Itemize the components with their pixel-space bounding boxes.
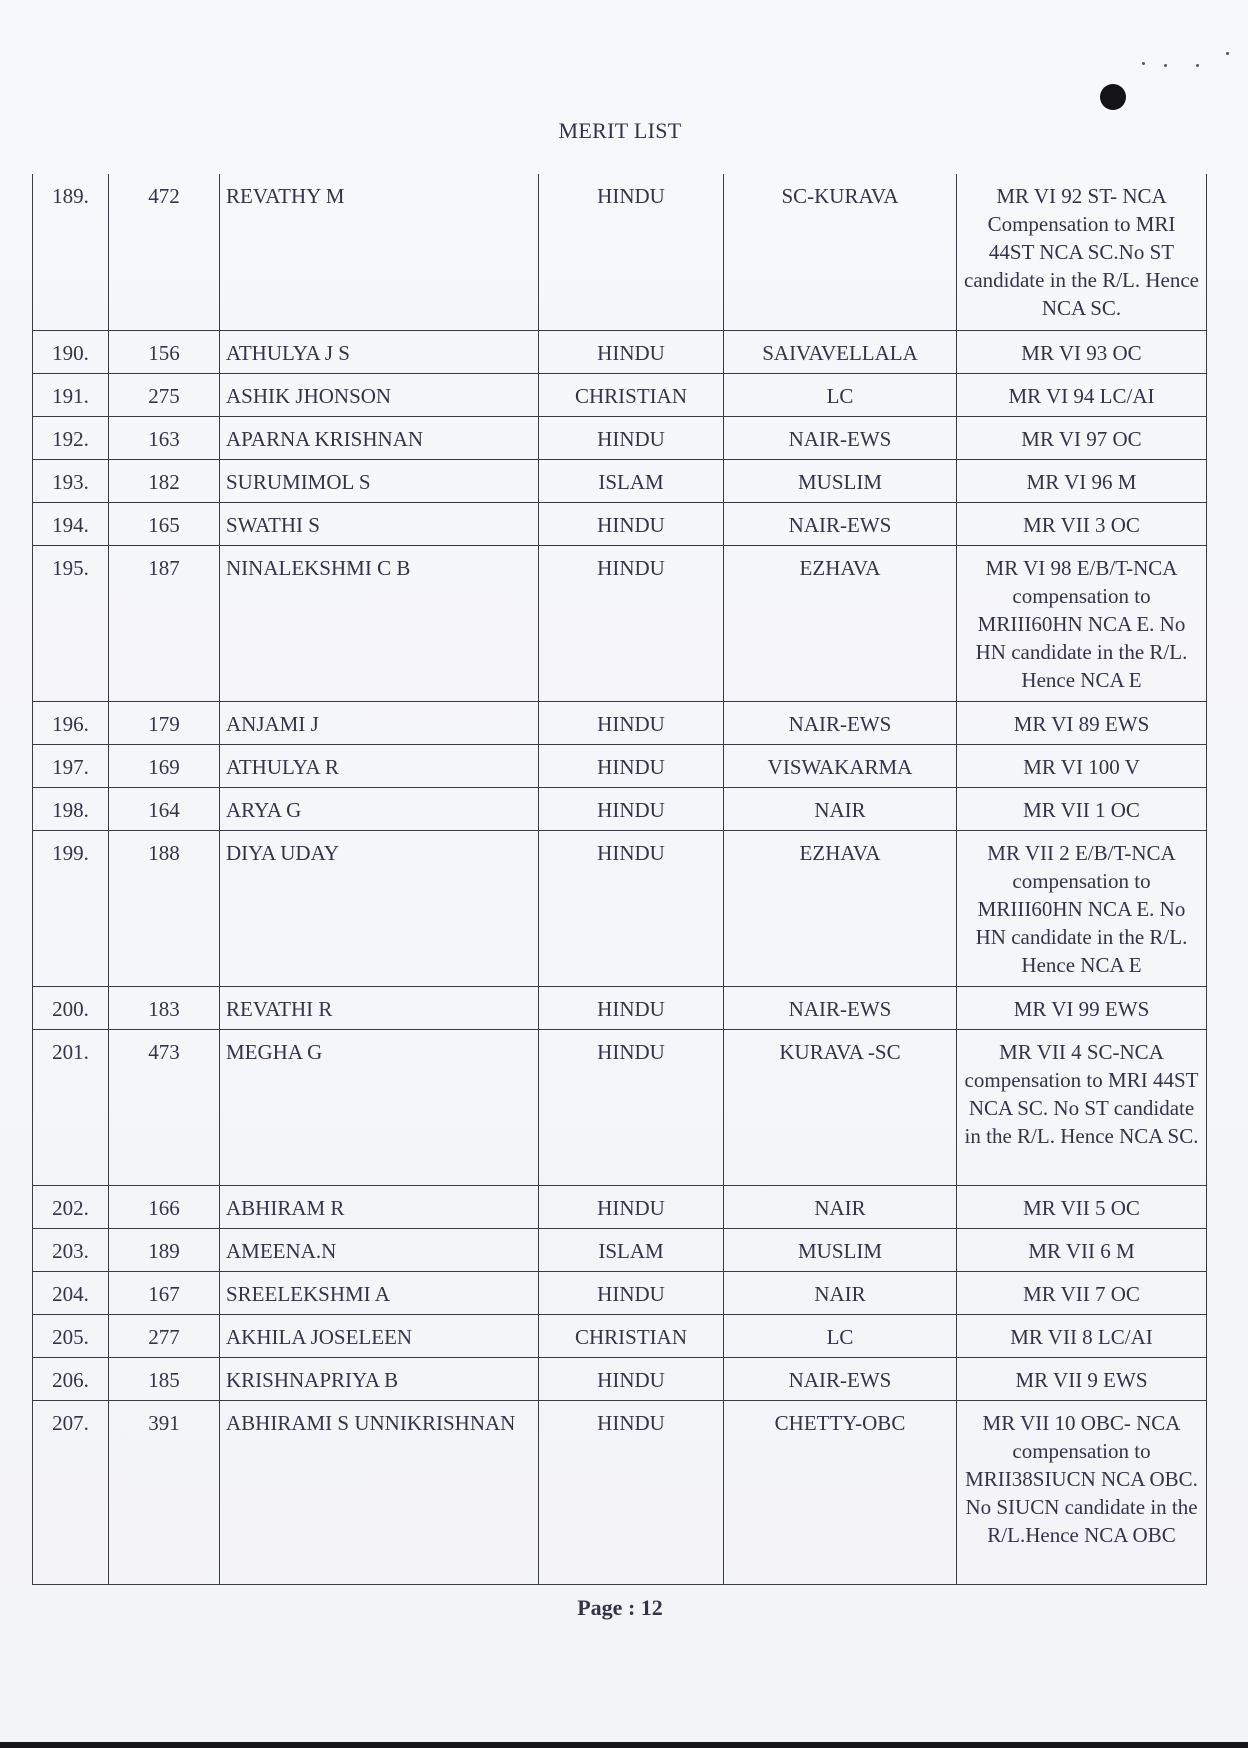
row-religion: HINDU — [539, 1400, 724, 1584]
row-candidate-name: NINALEKSHMI C B — [220, 545, 539, 701]
row-remarks: MR VI 92 ST- NCA Compensation to MRI 44ST NCA SC.No ST candidate in the R/L. Hence NCA SC. — [957, 174, 1207, 330]
row-application-number: 472 — [109, 174, 220, 330]
row-application-number: 169 — [109, 744, 220, 787]
scan-speck — [1226, 52, 1229, 55]
row-application-number: 188 — [109, 830, 220, 986]
row-sl-number: 196. — [33, 701, 109, 744]
table-row — [33, 787, 1207, 830]
row-application-number: 165 — [109, 502, 220, 545]
row-category: NAIR — [724, 787, 957, 830]
table-row — [33, 330, 1207, 373]
row-religion: HINDU — [539, 787, 724, 830]
row-remarks: MR VII 9 EWS — [957, 1357, 1207, 1400]
row-sl-number: 194. — [33, 502, 109, 545]
row-application-number: 185 — [109, 1357, 220, 1400]
row-remarks: MR VI 100 V — [957, 744, 1207, 787]
row-category: SAIVAVELLALA — [724, 330, 957, 373]
scan-speck — [1196, 64, 1199, 67]
row-religion: HINDU — [539, 744, 724, 787]
row-remarks: MR VII 2 E/B/T-NCA compensation to MRIII60HN NCA E. No HN candidate in the R/L. Hence NCA E — [957, 830, 1207, 986]
table-row — [33, 1185, 1207, 1228]
table-row — [33, 545, 1207, 701]
row-candidate-name: ABHIRAMI S UNNIKRISHNAN — [220, 1400, 539, 1584]
row-religion: CHRISTIAN — [539, 1314, 724, 1357]
row-application-number: 182 — [109, 459, 220, 502]
row-religion: HINDU — [539, 986, 724, 1029]
row-category: MUSLIM — [724, 459, 957, 502]
table-row — [33, 1357, 1207, 1400]
table-row — [33, 416, 1207, 459]
row-category: EZHAVA — [724, 830, 957, 986]
row-category: MUSLIM — [724, 1228, 957, 1271]
row-candidate-name: ATHULYA R — [220, 744, 539, 787]
row-candidate-name: APARNA KRISHNAN — [220, 416, 539, 459]
row-sl-number: 197. — [33, 744, 109, 787]
row-remarks: MR VI 94 LC/AI — [957, 373, 1207, 416]
row-candidate-name: ASHIK JHONSON — [220, 373, 539, 416]
row-candidate-name: MEGHA G — [220, 1029, 539, 1185]
row-religion: HINDU — [539, 1185, 724, 1228]
row-remarks: MR VI 89 EWS — [957, 701, 1207, 744]
row-religion: HINDU — [539, 1357, 724, 1400]
row-application-number: 275 — [109, 373, 220, 416]
row-religion: HINDU — [539, 174, 724, 330]
row-religion: HINDU — [539, 830, 724, 986]
merit-list-table — [32, 174, 1207, 1585]
table-row — [33, 744, 1207, 787]
row-category: NAIR-EWS — [724, 416, 957, 459]
row-category: SC-KURAVA — [724, 174, 957, 330]
row-sl-number: 190. — [33, 330, 109, 373]
table-row — [33, 830, 1207, 986]
row-application-number: 164 — [109, 787, 220, 830]
row-sl-number: 189. — [33, 174, 109, 330]
row-application-number: 187 — [109, 545, 220, 701]
row-religion: HINDU — [539, 701, 724, 744]
table-row — [33, 701, 1207, 744]
table-row — [33, 1029, 1207, 1185]
row-remarks: MR VI 98 E/B/T-NCA compensation to MRIII60HN NCA E. No HN candidate in the R/L. Hence NCA E — [957, 545, 1207, 701]
row-category: LC — [724, 373, 957, 416]
row-category: VISWAKARMA — [724, 744, 957, 787]
row-remarks: MR VII 1 OC — [957, 787, 1207, 830]
row-remarks: MR VII 3 OC — [957, 502, 1207, 545]
row-candidate-name: SWATHI S — [220, 502, 539, 545]
row-sl-number: 201. — [33, 1029, 109, 1185]
row-application-number: 179 — [109, 701, 220, 744]
row-application-number: 183 — [109, 986, 220, 1029]
row-sl-number: 195. — [33, 545, 109, 701]
punch-hole-mark — [1100, 84, 1126, 110]
row-sl-number: 193. — [33, 459, 109, 502]
scan-speck — [1164, 64, 1167, 67]
table-row — [33, 1228, 1207, 1271]
table-row — [33, 986, 1207, 1029]
row-application-number: 167 — [109, 1271, 220, 1314]
row-category: CHETTY-OBC — [724, 1400, 957, 1584]
row-religion: ISLAM — [539, 1228, 724, 1271]
row-candidate-name: ABHIRAM R — [220, 1185, 539, 1228]
row-remarks: MR VII 6 M — [957, 1228, 1207, 1271]
row-sl-number: 192. — [33, 416, 109, 459]
row-category: NAIR-EWS — [724, 701, 957, 744]
row-remarks: MR VII 4 SC-NCA compensation to MRI 44ST NCA SC. No ST candidate in the R/L. Hence NCA SC. — [957, 1029, 1207, 1185]
row-category: NAIR — [724, 1271, 957, 1314]
row-candidate-name: KRISHNAPRIYA B — [220, 1357, 539, 1400]
row-remarks: MR VI 97 OC — [957, 416, 1207, 459]
row-sl-number: 207. — [33, 1400, 109, 1584]
row-category: NAIR-EWS — [724, 986, 957, 1029]
row-sl-number: 204. — [33, 1271, 109, 1314]
row-candidate-name: REVATHY M — [220, 174, 539, 330]
row-religion: CHRISTIAN — [539, 373, 724, 416]
row-candidate-name: SURUMIMOL S — [220, 459, 539, 502]
row-candidate-name: ATHULYA J S — [220, 330, 539, 373]
row-category: NAIR-EWS — [724, 1357, 957, 1400]
table-row — [33, 502, 1207, 545]
row-application-number: 156 — [109, 330, 220, 373]
row-remarks: MR VII 8 LC/AI — [957, 1314, 1207, 1357]
table-row — [33, 373, 1207, 416]
table-row — [33, 1314, 1207, 1357]
row-sl-number: 199. — [33, 830, 109, 986]
row-category: NAIR — [724, 1185, 957, 1228]
row-candidate-name: AKHILA JOSELEEN — [220, 1314, 539, 1357]
row-application-number: 166 — [109, 1185, 220, 1228]
row-sl-number: 202. — [33, 1185, 109, 1228]
row-religion: HINDU — [539, 1029, 724, 1185]
row-remarks: MR VI 96 M — [957, 459, 1207, 502]
row-religion: HINDU — [539, 1271, 724, 1314]
row-category: LC — [724, 1314, 957, 1357]
row-religion: ISLAM — [539, 459, 724, 502]
row-candidate-name: REVATHI R — [220, 986, 539, 1029]
row-application-number: 277 — [109, 1314, 220, 1357]
table-row — [33, 459, 1207, 502]
table-row — [33, 174, 1207, 330]
row-application-number: 473 — [109, 1029, 220, 1185]
row-sl-number: 191. — [33, 373, 109, 416]
row-remarks: MR VII 5 OC — [957, 1185, 1207, 1228]
page-title: MERIT LIST — [558, 118, 682, 143]
row-sl-number: 206. — [33, 1357, 109, 1400]
row-religion: HINDU — [539, 545, 724, 701]
row-remarks: MR VII 10 OBC- NCA compensation to MRII38SIUCN NCA OBC. No SIUCN candidate in the R/L.Hence NCA OBC — [957, 1400, 1207, 1584]
row-category: NAIR-EWS — [724, 502, 957, 545]
row-sl-number: 200. — [33, 986, 109, 1029]
row-candidate-name: DIYA UDAY — [220, 830, 539, 986]
row-sl-number: 205. — [33, 1314, 109, 1357]
row-sl-number: 198. — [33, 787, 109, 830]
row-category: EZHAVA — [724, 545, 957, 701]
table-row — [33, 1271, 1207, 1314]
row-application-number: 189 — [109, 1228, 220, 1271]
row-religion: HINDU — [539, 330, 724, 373]
row-religion: HINDU — [539, 502, 724, 545]
row-candidate-name: SREELEKSHMI A — [220, 1271, 539, 1314]
row-candidate-name: ARYA G — [220, 787, 539, 830]
scan-bottom-edge — [0, 1742, 1248, 1748]
row-remarks: MR VI 93 OC — [957, 330, 1207, 373]
row-candidate-name: ANJAMI J — [220, 701, 539, 744]
row-application-number: 391 — [109, 1400, 220, 1584]
row-application-number: 163 — [109, 416, 220, 459]
page-number: Page : 12 — [577, 1595, 663, 1620]
scan-speck — [1142, 62, 1145, 65]
row-sl-number: 203. — [33, 1228, 109, 1271]
row-candidate-name: AMEENA.N — [220, 1228, 539, 1271]
table-row — [33, 1400, 1207, 1584]
row-remarks: MR VII 7 OC — [957, 1271, 1207, 1314]
row-remarks: MR VI 99 EWS — [957, 986, 1207, 1029]
row-category: KURAVA -SC — [724, 1029, 957, 1185]
row-religion: HINDU — [539, 416, 724, 459]
